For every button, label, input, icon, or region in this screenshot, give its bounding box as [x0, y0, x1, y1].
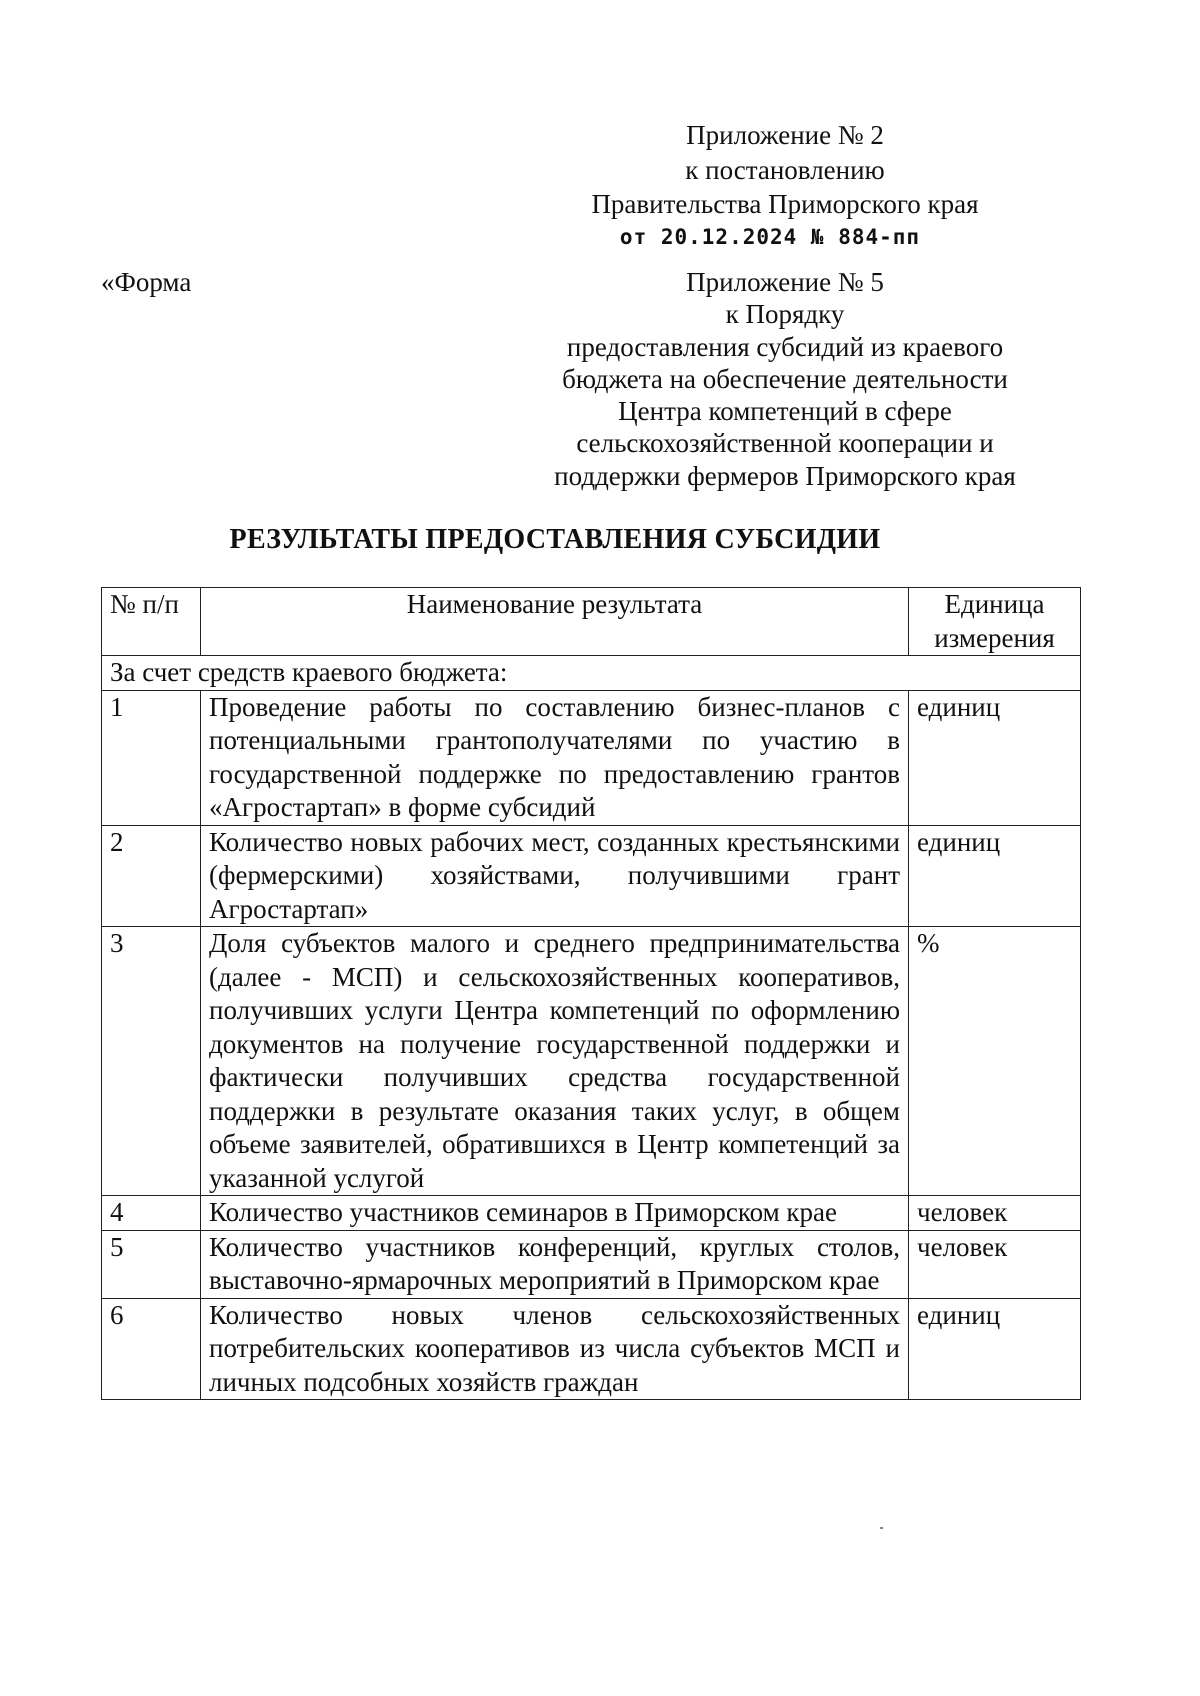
results-table: [101, 587, 1081, 1400]
row-num: 5: [102, 1230, 201, 1298]
row-unit: единиц: [909, 1298, 1081, 1400]
row-num: 1: [102, 690, 201, 825]
appendix-main-line1: Приложение № 2: [686, 120, 884, 150]
appendix-sub-line7: поддержки фермеров Приморского края: [554, 460, 1016, 491]
decree-number: от 20.12.2024 № 884-пп: [619, 224, 921, 249]
row-name: Доля субъектов малого и среднего предпринимательства (далее - МСП) и сельскохозяйственных кооперативов, получивших услуги Центра компетенций по оформлению документов на получение государственной поддержки и фактически получивших средства государственной поддержки в результате оказания таких услуг, в общем объеме заявителей, обратившихся в Центр компетенций за указанной услугой: [201, 927, 909, 1196]
row-name: Проведение работы по составлению бизнес-планов с потенциальными грантополучателями по участию в государственной поддержке по предоставлению грантов «Агростартап» в форме субсидий: [201, 690, 909, 825]
table-row: [102, 825, 1081, 927]
table-header-row: [102, 588, 1081, 656]
appendix-main-block: [560, 118, 1010, 252]
document-title: РЕЗУЛЬТАТЫ ПРЕДОСТАВЛЕНИЯ СУБСИДИИ: [229, 524, 881, 555]
row-num: 3: [102, 927, 201, 1196]
row-num: 4: [102, 1196, 201, 1231]
table-row: [102, 927, 1081, 1196]
section-row: [102, 656, 1081, 691]
row-name: Количество новых членов сельскохозяйственных потребительских кооперативов из числа субъектов МСП и личных подсобных хозяйств граждан: [201, 1298, 909, 1400]
header-unit-line2: измерения: [934, 622, 1055, 653]
appendix-main-line3: Правительства Приморского края: [591, 189, 979, 219]
scan-speck: [880, 1527, 883, 1529]
appendix-sub-line3: предоставления субсидий из краевого: [566, 331, 1004, 362]
appendix-sub-line5: Центра компетенций в сфере: [618, 396, 952, 427]
header-unit: [909, 588, 1081, 656]
row-num: 2: [102, 825, 201, 927]
appendix-sub-line4: бюджета на обеспечение деятельности: [562, 363, 1008, 394]
form-label: «Форма: [101, 267, 192, 297]
row-num: 6: [102, 1298, 201, 1400]
row-unit: единиц: [909, 690, 1081, 825]
section-label: За счет средств краевого бюджета:: [102, 656, 1081, 691]
appendix-sub-line6: сельскохозяйственной кооперации и: [576, 428, 994, 459]
header-unit-line1: Единица: [944, 589, 1045, 619]
header-num: № п/п: [102, 588, 201, 656]
row-unit: %: [909, 927, 1081, 1196]
table-row: [102, 690, 1081, 825]
appendix-sub-line1: Приложение № 5: [686, 267, 884, 297]
row-unit: человек: [909, 1196, 1081, 1231]
header-name: Наименование результата: [201, 588, 909, 656]
row-unit: единиц: [909, 825, 1081, 927]
row-name: Количество новых рабочих мест, созданных крестьянскими (фермерскими) хозяйствами, получившими грант Агростартап»: [201, 825, 909, 927]
row-unit: человек: [909, 1230, 1081, 1298]
table-row: [102, 1196, 1081, 1231]
row-name: Количество участников семинаров в Приморском крае: [201, 1196, 909, 1231]
row-name: Количество участников конференций, круглых столов, выставочно-ярмарочных мероприятий в Приморском крае: [201, 1230, 909, 1298]
table-row: [102, 1230, 1081, 1298]
appendix-main-line2: к постановлению: [685, 154, 885, 185]
appendix-sub-line2: к Порядку: [725, 299, 845, 330]
table-row: [102, 1298, 1081, 1400]
appendix-sub-block: [525, 266, 1045, 492]
